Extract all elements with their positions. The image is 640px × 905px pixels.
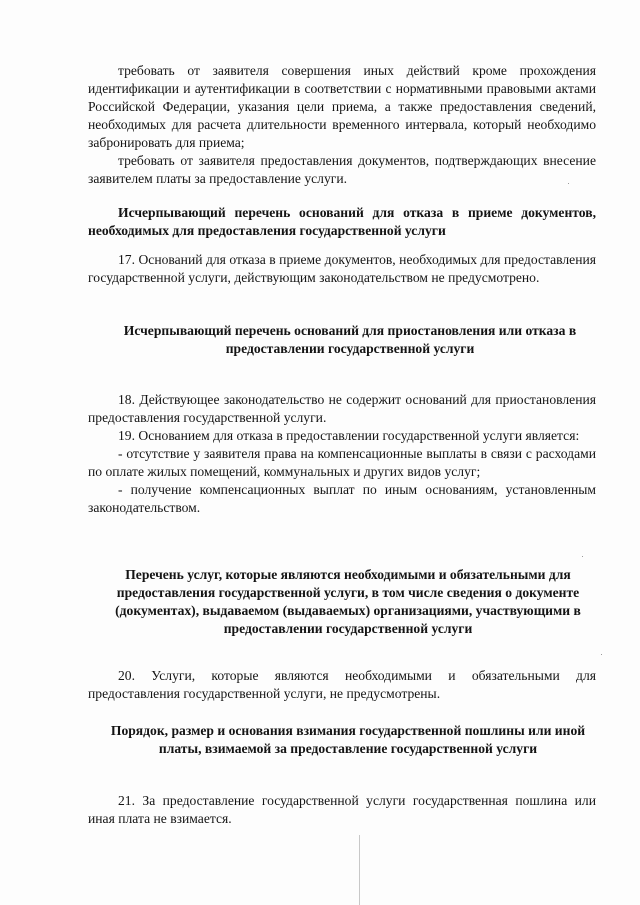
items-18-19-block [88,391,596,517]
section-suspension [110,322,590,358]
section-required-services [100,566,596,638]
paragraph-item-19-bullet-2: - получение компенсационных выплат по иным основаниям, установленным законодательством. [88,482,596,515]
section-refusal-acceptance [88,204,596,240]
item-21-block [88,792,596,828]
scan-speck [568,183,569,184]
paragraph-item-21: 21. За предоставление государственной услуги государственная пошлина или иная плата не взимается. [88,793,596,826]
paragraph-item-19: 19. Основанием для отказа в предоставлении государственной услуги является: [118,428,580,443]
scan-speck [601,654,602,655]
section-state-fee [100,722,596,758]
item-17-block [88,251,596,287]
paragraph-requirement-actions: требовать от заявителя совершения иных действий кроме прохождения идентификации и аутентификации в соответствии с нормативными правовыми актами Российской Федерации, указания цели приема, а также предоставления сведений, необходимых для расчета длительности временного интервала, который необходимо забронировать для приема; [88,63,596,150]
scan-artifact-line [359,835,360,905]
paragraph-item-19-bullet-1: - отсутствие у заявителя права на компенсационные выплаты в связи с расходами по оплате жилых помещений, коммунальных и других видов услуг; [88,446,596,479]
paragraph-requirement-documents: требовать от заявителя предоставления документов, подтверждающих внесение заявителем платы за предоставление услуги. [88,153,596,186]
heading-suspension-refusal: Исчерпывающий перечень оснований для приостановления или отказа в предоставлении государственной услуги [123,323,577,356]
scan-speck [582,556,583,557]
paragraph-item-17: 17. Оснований для отказа в приеме документов, необходимых для предоставления государственной услуги, действующим законодательством не предусмотрено. [88,252,596,285]
paragraph-item-18: 18. Действующее законодательство не содержит оснований для приостановления предоставления государственной услуги. [88,392,596,425]
heading-state-fee: Порядок, размер и основания взимания государственной пошлины или иной платы, взимаемой за предоставление государственной услуги [110,723,586,756]
heading-required-services: Перечень услуг, которые являются необходимыми и обязательными для предоставления государственной услуги, в том числе сведения о документе (документах), выдаваемом (выдаваемых) организациями, участвующими в предоставлении государственной услуги [115,567,581,636]
item-20-block [88,667,596,703]
paragraph-item-20: 20. Услуги, которые являются необходимыми и обязательными для предоставления государственной услуги, не предусмотрены. [88,668,596,701]
heading-refusal-acceptance: Исчерпывающий перечень оснований для отказа в приеме документов, необходимых для предоставления государственной услуги [88,205,596,238]
intro-section [88,62,596,188]
